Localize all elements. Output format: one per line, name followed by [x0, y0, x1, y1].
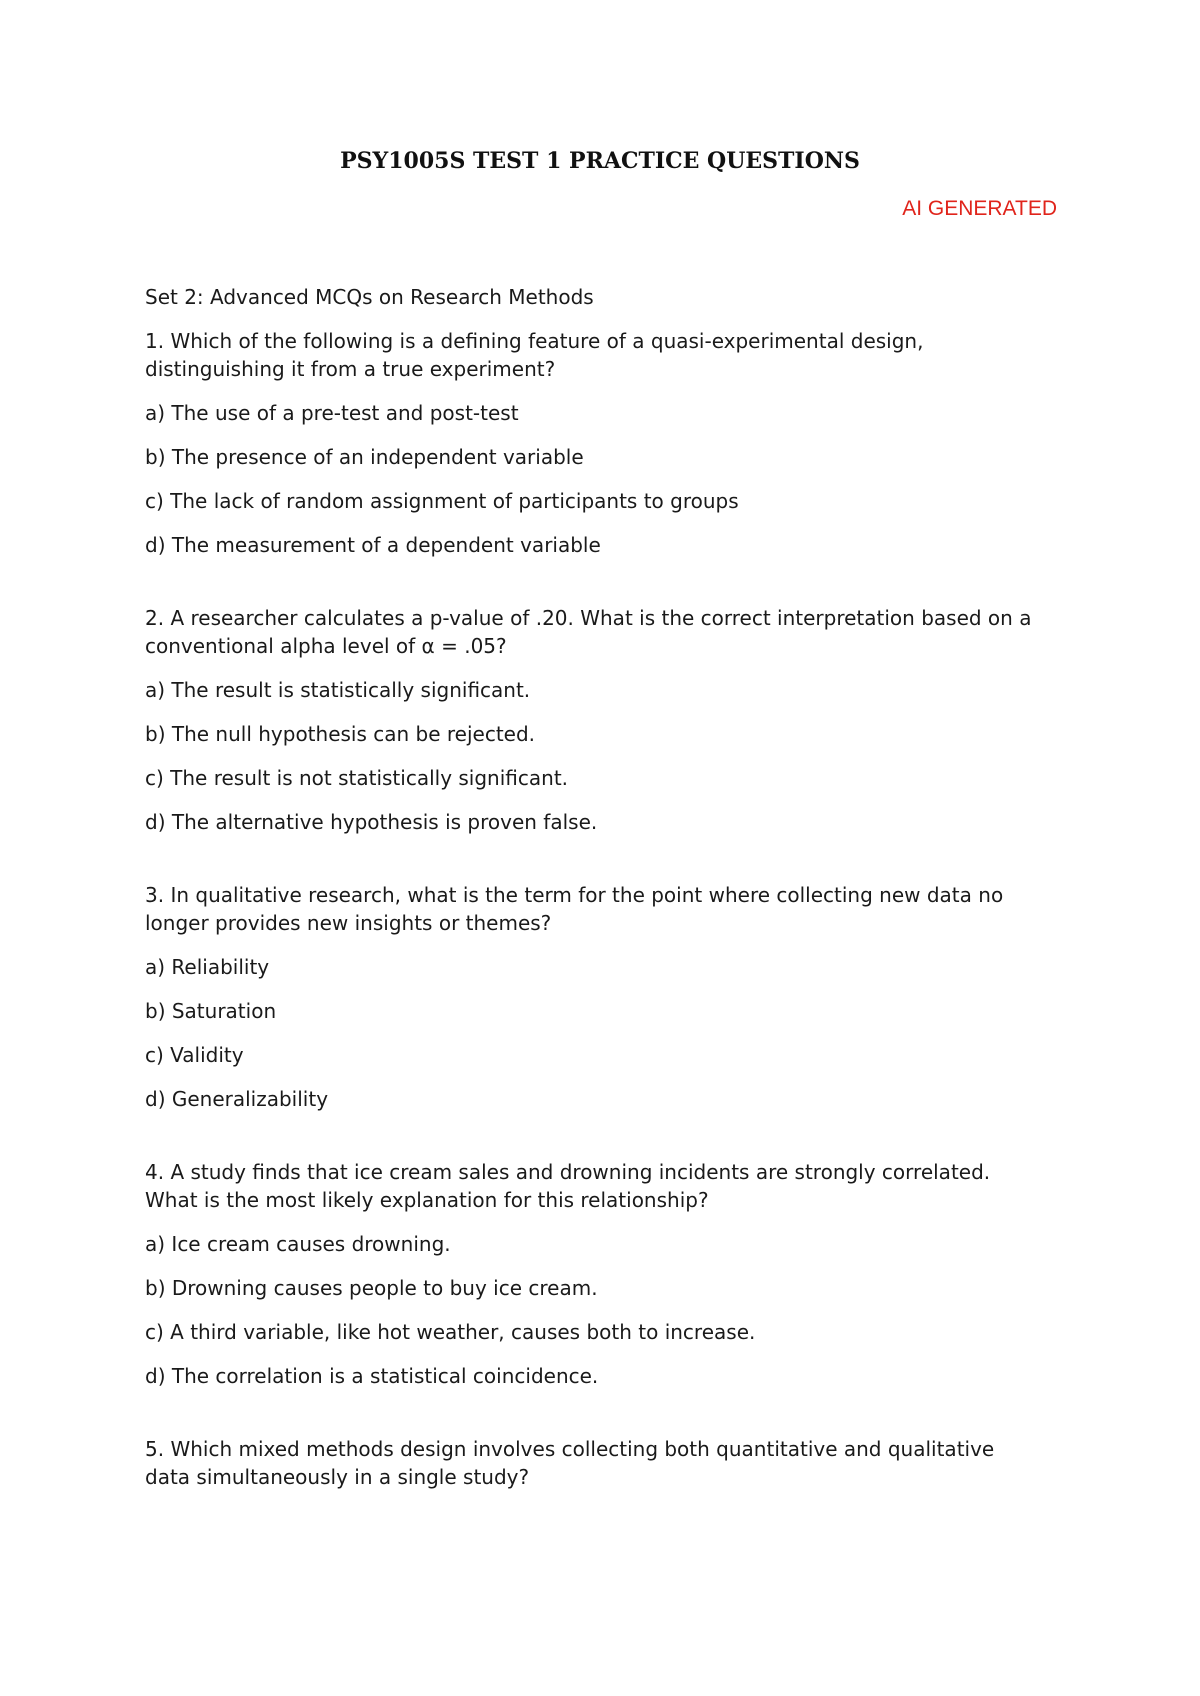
option-d: d) The measurement of a dependent variable [145, 533, 601, 557]
option-a: a) The use of a pre-test and post-test [145, 401, 519, 425]
option-d: d) The correlation is a statistical coincidence. [145, 1364, 599, 1388]
option-a: a) The result is statistically significant. [145, 678, 531, 702]
question-text: 4. A study finds that ice cream sales and drowning incidents are strongly correlated. What is the most likely explanation for this relationship? [145, 1160, 991, 1212]
question-text: 2. A researcher calculates a p-value of .20. What is the correct interpretation based on a conventional alpha level of α = .05? [145, 606, 1032, 658]
question-text: 5. Which mixed methods design involves collecting both quantitative and qualitative data simultaneously in a single study? [145, 1437, 995, 1489]
option-a: a) Reliability [145, 955, 270, 979]
option-c: c) The lack of random assignment of participants to groups [145, 489, 739, 513]
question-text: 1. Which of the following is a defining feature of a quasi-experimental design, distinguishing it from a true experiment? [145, 329, 924, 381]
option-c: c) Validity [145, 1043, 244, 1067]
ai-generated-label: AI GENERATED [902, 197, 1057, 220]
question-text: 3. In qualitative research, what is the term for the point where collecting new data no longer provides new insights or themes? [145, 883, 1004, 935]
option-b: b) The presence of an independent variable [145, 445, 584, 469]
question-5 [145, 1435, 1045, 1491]
set-heading: Set 2: Advanced MCQs on Research Methods [145, 285, 594, 309]
question-3 [145, 881, 1045, 1113]
option-d: d) The alternative hypothesis is proven false. [145, 810, 598, 834]
option-a: a) Ice cream causes drowning. [145, 1232, 451, 1256]
option-c: c) A third variable, like hot weather, causes both to increase. [145, 1320, 756, 1344]
option-b: b) Drowning causes people to buy ice cream. [145, 1276, 598, 1300]
option-d: d) Generalizability [145, 1087, 329, 1111]
document-body [145, 283, 1045, 1507]
question-2 [145, 604, 1045, 836]
option-c: c) The result is not statistically significant. [145, 766, 569, 790]
page-title: PSY1005S TEST 1 PRACTICE QUESTIONS [340, 148, 860, 174]
option-b: b) Saturation [145, 999, 277, 1023]
option-b: b) The null hypothesis can be rejected. [145, 722, 536, 746]
question-1 [145, 327, 1045, 559]
question-4 [145, 1158, 1045, 1390]
